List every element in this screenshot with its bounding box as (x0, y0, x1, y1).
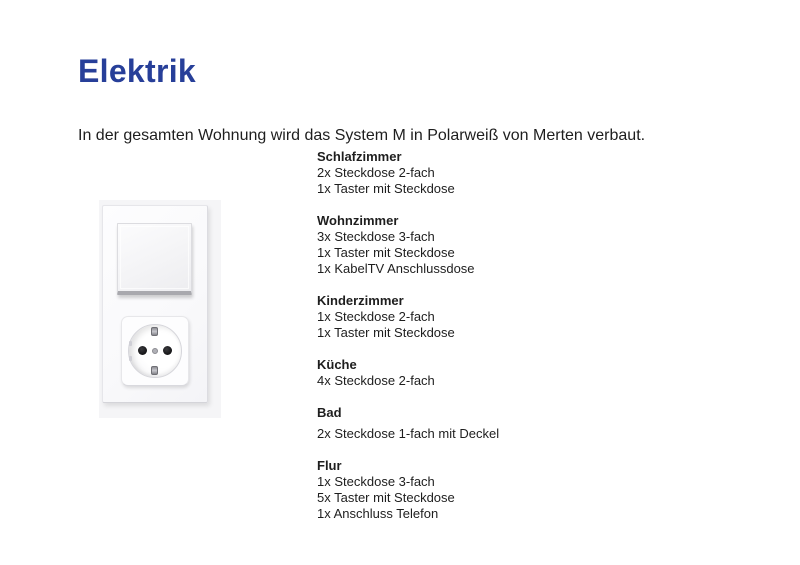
room-items (317, 474, 499, 522)
room-name: Küche (317, 357, 357, 372)
room-items (317, 229, 499, 277)
socket-notch (129, 341, 132, 346)
fixture-item: 2x Steckdose 1-fach mit Deckel (317, 426, 500, 441)
room-items (317, 165, 499, 197)
intro-text: In der gesamten Wohnung wird das System M in Polarweiß von Merten verbaut. (78, 127, 646, 144)
room-name: Kinderzimmer (317, 293, 404, 308)
fixture-item: 1x Steckdose 2-fach (317, 309, 435, 324)
room-section (317, 293, 499, 341)
rocker-switch (117, 223, 192, 295)
socket-recess (128, 324, 182, 378)
fixture-item: 4x Steckdose 2-fach (317, 373, 435, 388)
product-photo (99, 200, 221, 418)
fixture-item: 1x Taster mit Steckdose (317, 181, 455, 196)
ground-clip-top (151, 327, 158, 336)
socket-hole-right (163, 346, 172, 355)
room-section (317, 458, 499, 522)
room-items (317, 309, 499, 341)
fixture-item: 1x Anschluss Telefon (317, 506, 439, 521)
room-section (317, 405, 499, 442)
room-items (317, 373, 499, 389)
fixture-item: 1x KabelTV Anschlussdose (317, 261, 475, 276)
room-name: Schlafzimmer (317, 149, 402, 164)
fixture-item: 1x Taster mit Steckdose (317, 325, 455, 340)
room-section (317, 357, 499, 389)
socket-hole-left (138, 346, 147, 355)
fixture-item: 5x Taster mit Steckdose (317, 490, 455, 505)
room-name: Wohnzimmer (317, 213, 399, 228)
fixture-item: 2x Steckdose 2-fach (317, 165, 435, 180)
socket-plate (121, 316, 189, 386)
room-name: Flur (317, 458, 342, 473)
fixture-item: 1x Steckdose 3-fach (317, 474, 435, 489)
fixture-item: 1x Taster mit Steckdose (317, 245, 455, 260)
page-title: Elektrik (78, 53, 197, 90)
fixture-item: 3x Steckdose 3-fach (317, 229, 435, 244)
room-section (317, 149, 499, 197)
ground-clip-bottom (151, 366, 158, 375)
switch-frame (102, 205, 208, 403)
socket-screw (152, 348, 158, 354)
room-items (317, 426, 499, 442)
room-section (317, 213, 499, 277)
socket-notch (129, 356, 132, 361)
room-list (317, 149, 499, 538)
room-name: Bad (317, 405, 342, 420)
